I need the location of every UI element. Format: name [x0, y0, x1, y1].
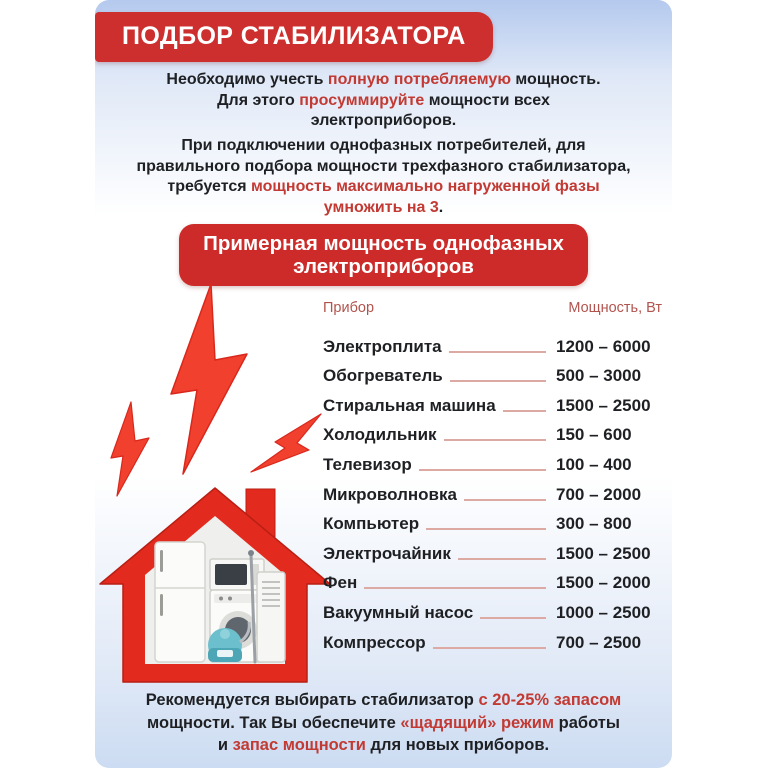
leader-line	[433, 647, 546, 649]
table-header-row	[323, 300, 662, 316]
table-row	[323, 327, 662, 357]
table-row	[323, 564, 662, 594]
leader-line	[364, 587, 546, 589]
appliance-power-range: 1000 – 2500	[556, 602, 651, 622]
lightning-bolt-left-icon	[111, 402, 149, 496]
appliance-name: Фен	[323, 573, 358, 593]
table-row	[323, 623, 662, 653]
table-row	[323, 505, 662, 535]
appliance-power-range: 150 – 600	[556, 425, 632, 445]
table-header-power: Мощность, Вт	[568, 300, 662, 316]
appliance-power-range: 700 – 2500	[556, 632, 642, 652]
table-row	[323, 357, 662, 387]
appliance-power-range: 1200 – 6000	[556, 336, 651, 356]
leader-line	[503, 410, 546, 412]
leader-line	[464, 499, 546, 501]
leader-line	[444, 439, 546, 441]
phase-note-paragraph: При подключении однофазных потребителей, для правильного подбора мощности трехфазного стабилизатора, требуется мощность максимально нагруженной фазы умножить на 3.	[136, 137, 631, 216]
intro-paragraph: Необходимо учесть полную потребляемую мощность. Для этого просуммируйте мощности всех электроприборов.	[166, 71, 601, 129]
appliance-power-range: 500 – 3000	[556, 366, 642, 386]
appliance-name: Электрочайник	[323, 543, 451, 563]
appliance-power-range: 1500 – 2500	[556, 395, 651, 415]
refrigerator-icon	[155, 542, 205, 662]
table-row	[323, 445, 662, 475]
leader-line	[449, 351, 546, 353]
page-title: ПОДБОР СТАБИЛИЗАТОРА	[95, 12, 493, 62]
appliance-power-range: 100 – 400	[556, 454, 632, 474]
appliance-name: Компьютер	[323, 514, 420, 534]
table-title-banner: Примерная мощность однофазных электроприборов	[179, 224, 588, 286]
appliance-power-range: 1500 – 2500	[556, 543, 651, 563]
leader-line	[450, 380, 546, 382]
appliance-name: Обогреватель	[323, 366, 443, 386]
table-row	[323, 386, 662, 416]
table-row	[323, 475, 662, 505]
appliance-name: Холодильник	[323, 425, 437, 445]
appliance-name: Компрессор	[323, 632, 426, 652]
table-body	[323, 327, 662, 653]
table-header-device: Прибор	[323, 300, 375, 316]
leader-line	[458, 558, 546, 560]
house-appliances-illustration	[99, 282, 333, 690]
stabilizer-infographic	[95, 0, 672, 768]
microwave-icon	[210, 559, 264, 590]
appliance-name: Стиральная машина	[323, 395, 496, 415]
table-row	[323, 534, 662, 564]
table-row	[323, 593, 662, 623]
appliance-power-range: 1500 – 2000	[556, 573, 651, 593]
appliance-name: Микроволновка	[323, 484, 457, 504]
appliance-name: Электроплита	[323, 336, 442, 356]
appliance-power-range: 300 – 800	[556, 514, 632, 534]
leader-line	[480, 617, 546, 619]
appliance-power-range: 700 – 2000	[556, 484, 642, 504]
lightning-bolt-large-icon	[171, 284, 247, 474]
air-conditioner-icon	[257, 572, 285, 662]
footer-recommendation: Рекомендуется выбирать стабилизатор с 20-25% запасом мощности. Так Вы обеспечите «щадящий» режим работы и запас мощности для новых приборов.	[145, 691, 622, 754]
leader-line	[419, 469, 546, 471]
leader-line	[426, 528, 546, 530]
appliance-name: Вакуумный насос	[323, 602, 474, 622]
appliance-name: Телевизор	[323, 454, 412, 474]
table-row	[323, 416, 662, 446]
lightning-bolt-right-icon	[251, 414, 321, 472]
appliance-power-table	[323, 300, 662, 653]
